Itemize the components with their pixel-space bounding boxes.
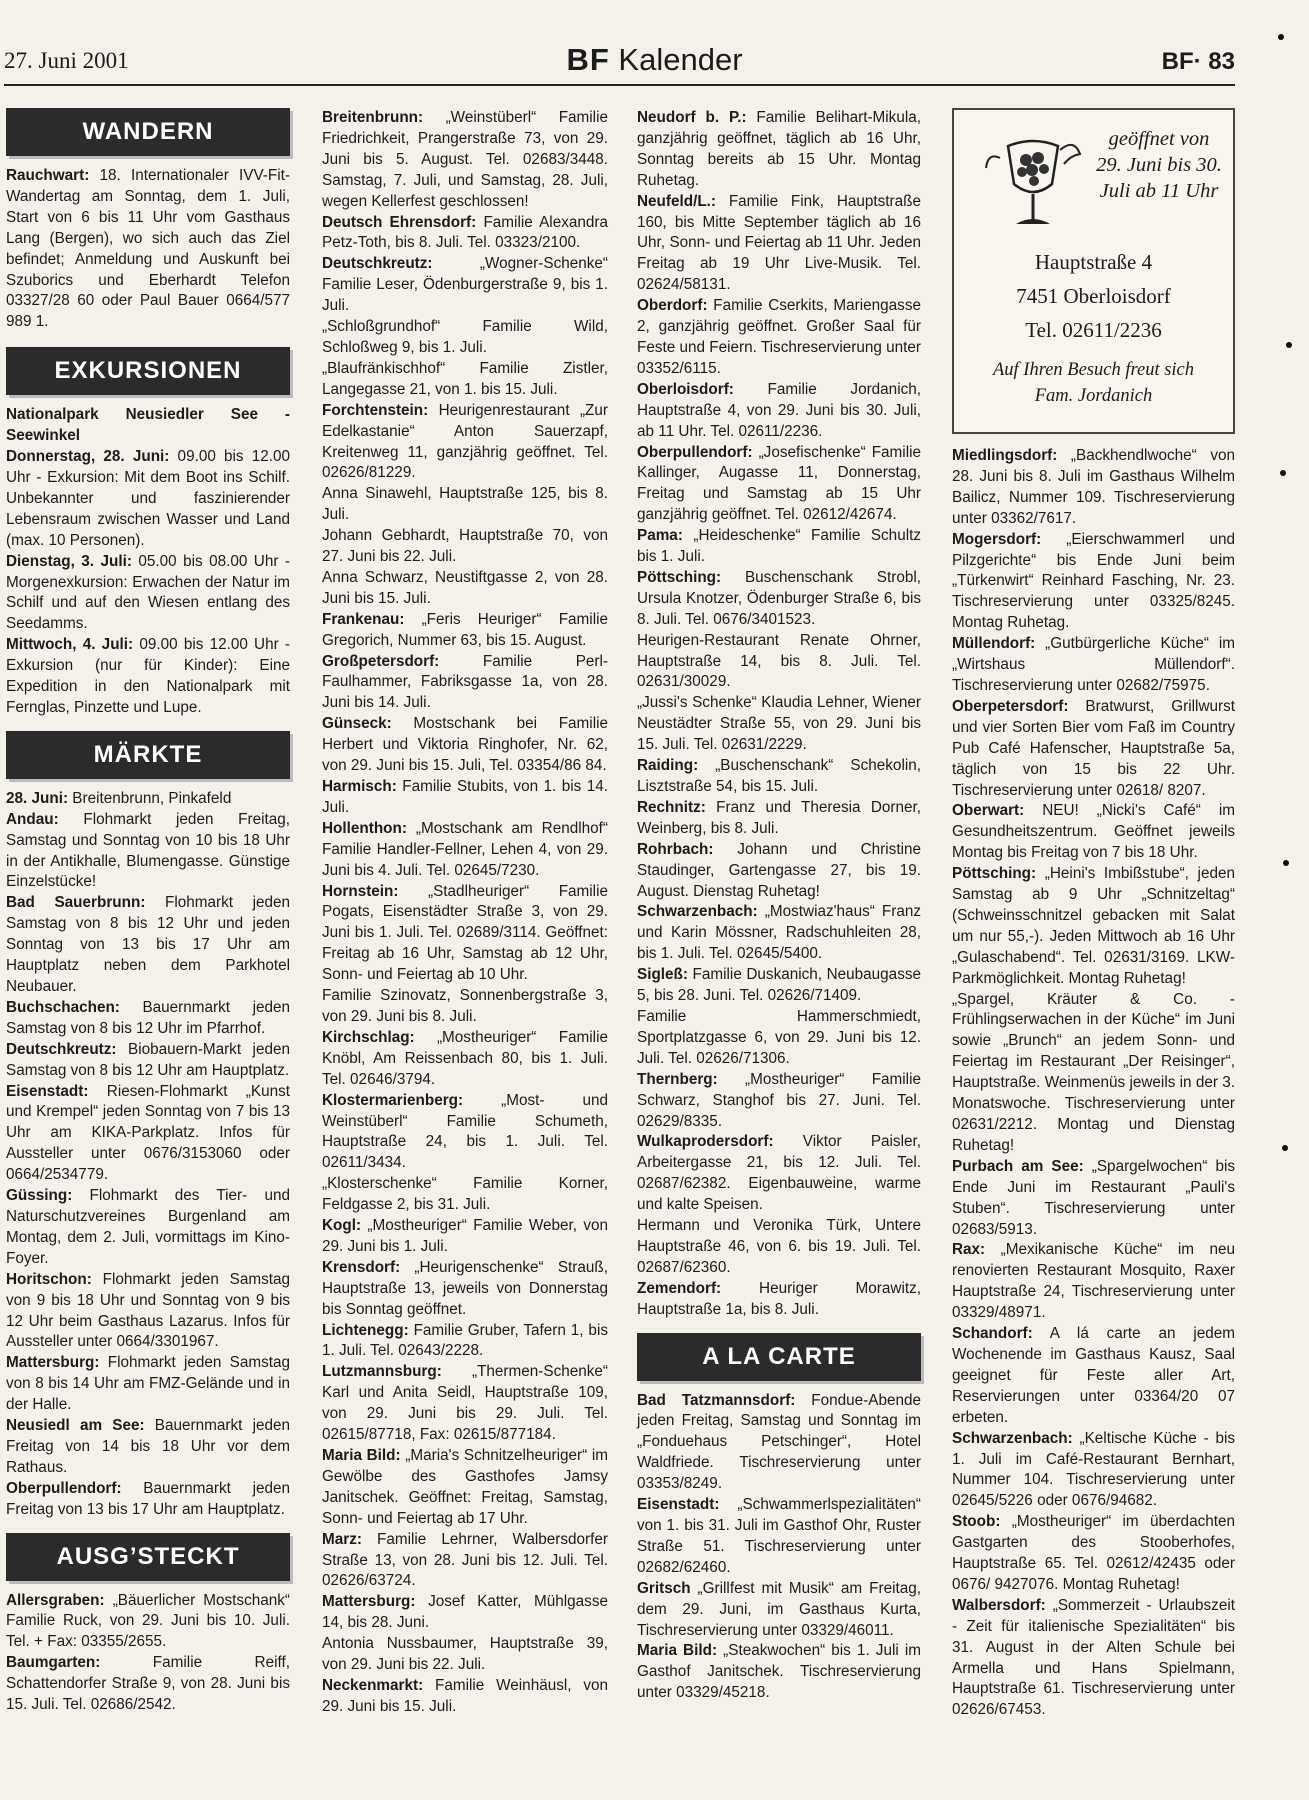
list-item: [952, 1157, 1235, 1241]
entry-text: Familie Alexandra Petz-Toth, bis 8. Juli. Tel. 03323/2100.: [322, 213, 608, 252]
list-item: [952, 1429, 1235, 1513]
list-item: [322, 1676, 608, 1718]
entry-text: „Sommerzeit - Urlaubszeit - Zeit für italienische Spezialitäten“ bis 31. August in der Alten Schule bei Armella und Hans Spielmann, Hauptstraße 61. Tischreservierung unter 02626/67453.: [952, 1596, 1235, 1719]
entry-place: Kirchschlag:: [322, 1028, 415, 1046]
entry-place: 28. Juni:: [6, 789, 69, 807]
entry-text: A lá carte an jedem Wochenende im Gasthaus Kausz, Saal geeignet für Feste aller Art, Reservierungen unter 03364/20 07 erbeten.: [952, 1325, 1235, 1426]
list-item: [322, 1634, 608, 1676]
entry-place: Oberwart:: [952, 802, 1025, 820]
list-item: [322, 317, 608, 359]
entry-place: Schwarzenbach:: [637, 903, 758, 921]
list-item: [6, 447, 290, 552]
list-exkursionen: [6, 405, 290, 719]
entry-text: Familie Hammerschmiedt, Sportplatzgasse 6, von 29. Juni bis 12. Juli. Tel. 02626/71306.: [637, 1007, 921, 1067]
list-item: [6, 635, 290, 719]
list-item: [637, 1007, 921, 1070]
entry-text: „Mexikanische Küche“ im neu renovierten Restaurant Mosquito, Raxer Hauptstraße 24, Tischreservierung unter 03329/48971.: [952, 1241, 1235, 1322]
list-item: [637, 526, 921, 568]
list-item: [637, 568, 921, 631]
list-item: [322, 714, 608, 777]
entry-text: Josef Katter, Mühlgasse 14, bis 28. Juni.: [322, 1593, 608, 1632]
list-item: [952, 1596, 1235, 1721]
list-item: [322, 484, 608, 526]
list-item: [322, 1592, 608, 1634]
list-item: [6, 166, 290, 333]
wine-glass-grapes-icon: [978, 128, 1088, 238]
entry-place: Breitenbrunn:: [322, 109, 424, 126]
entry-text: Flohmarkt jeden Samstag von 8 bis 14 Uhr am FMZ-Gelände und in der Halle.: [6, 1354, 290, 1414]
entry-text: Familie Cserkits, Mariengasse 2, ganzjährig geöffnet. Großer Saal für Feste und Feiern. Tischreservierung unter 03352/6115.: [637, 297, 921, 377]
entry-place: Eisenstadt:: [637, 1496, 720, 1514]
entry-text: „Wogner-Schenke“ Familie Leser, Ödenburgerstraße 9, bis 1. Juli.: [322, 255, 608, 315]
header-title-bf: BF: [566, 42, 610, 77]
list-alacarte-3: [637, 1391, 921, 1705]
entry-place: Oberloisdorf:: [637, 380, 734, 398]
list-item: [952, 864, 1235, 989]
margin-speck: [1283, 860, 1289, 866]
list-item: [322, 1174, 608, 1216]
column-4: [952, 108, 1235, 1721]
entry-text: Bauernmarkt jeden Freitag von 14 bis 18 Uhr vor dem Rathaus.: [6, 1417, 290, 1476]
entry-text: Biobauern-Markt jeden Samstag von 8 bis 12 Uhr am Hauptplatz.: [6, 1040, 290, 1079]
entry-text: „Jussi's Schenke“ Klaudia Lehner, Wiener Neustädter Straße 55, von 29. Juni bis 15. Juli. Tel. 02631/2229.: [637, 694, 921, 754]
header-rule: [4, 84, 1235, 86]
entry-text: Franz und Theresia Dorner, Weinberg, bis 8. Juli.: [637, 798, 921, 837]
entry-text: „Spargelwochen“ bis Ende Juni im Restaurant „Pauli's Stuben“. Tischreservierung unter 02683/5913.: [952, 1157, 1235, 1238]
section-banner-ausgsteckt: AUSG’STECKT: [6, 1533, 290, 1581]
entry-place: Thernberg:: [637, 1070, 718, 1088]
list-item: [637, 798, 921, 840]
entry-text: Bratwurst, Grillwurst und vier Sorten Bier vom Faß im Country Pub Café Hafenscher, Hauptstraße 5a, täglich von 15 bis 22 Uhr. Tischreservierung unter 02618/ 8207.: [952, 697, 1235, 799]
entry-text: „Feris Heuriger“ Familie Gregorich, Nummer 63, bis 15. August.: [322, 610, 608, 649]
entry-text: Flohmarkt des Tier- und Naturschutzvereines Burgenland am Montag, dem 2. Juli, vormittags im Kino-Foyer.: [6, 1187, 290, 1267]
entry-place: Neusiedl am See:: [6, 1417, 145, 1435]
entry-text: „Mostwiaz'haus“ Franz und Karin Mössner, Radschuhleiten 28, bis 1. Juli. Tel. 02645/5400.: [637, 903, 921, 963]
entry-text: „Schloßgrundhof“ Familie Wild, Schloßweg 9, bis 1. Juli.: [322, 318, 608, 356]
column-2: [322, 108, 608, 1718]
entry-place: Lutzmannsburg:: [322, 1363, 442, 1381]
entry-text: „Grillfest mit Musik“ am Freitag, dem 29. Juni, im Gasthaus Kurta, Tischreservierung unter 03329/46011.: [637, 1579, 921, 1639]
entry-text: NEU! „Nicki's Café“ im Gesundheitszentrum. Geöffnet jeweils Montag bis Freitag von 7 bis 18 Uhr.: [952, 802, 1235, 862]
list-item: [322, 526, 608, 568]
entry-place: Oberpetersdorf:: [952, 697, 1069, 715]
entry-place: Schwarzenbach:: [952, 1429, 1073, 1447]
list-item: [6, 1416, 290, 1479]
entry-place: Sigleß:: [637, 966, 688, 984]
entry-text: Heuriger Morawitz, Hauptstraße 1a, bis 8. Juli.: [637, 1279, 921, 1318]
entry-place: Schandorf:: [952, 1325, 1033, 1343]
ad-street: Hauptstraße 4: [1034, 250, 1153, 274]
entry-text: Familie Szinovatz, Sonnenbergstraße 3, von 29. Juni bis 8. Juli.: [322, 987, 608, 1025]
entry-place: Hollenthon:: [322, 819, 407, 837]
entry-text: 09.00 bis 12.00 Uhr - Exkursion: Mit dem Boot ins Schilf. Unbekannter und faszinierender Lebensraum zwischen Wasser und Land (max. 10 Personen).: [6, 448, 291, 549]
list-item: [637, 1279, 921, 1321]
entry-text: Anna Schwarz, Neustiftgasse 2, von 28. Juni bis 15. Juli.: [322, 568, 608, 607]
entry-text: Familie Fink, Hauptstraße 160, bis Mitte September täglich ab 16 Uhr, Sonn- und Feiertag ab 11 Uhr. Jeden Freitag ab 19 Uhr Live-Musik. Tel. 02624/58131.: [637, 192, 921, 294]
list-item: [637, 1216, 921, 1279]
list-item: [6, 405, 290, 447]
list-item: [322, 777, 608, 819]
list-ausgsteckt-2: [322, 108, 608, 1718]
list-item: [322, 986, 608, 1028]
list-item: [6, 810, 290, 894]
entry-place: Walbersdorf:: [952, 1596, 1046, 1614]
entry-text: „Keltische Küche - bis 1. Juli im Café-Restaurant Bernhart, Nummer 104. Tischreservierung unter 02645/5226 oder 0676/94682.: [952, 1429, 1235, 1510]
header-title-kalender: Kalender: [618, 42, 743, 77]
list-item: [637, 1641, 921, 1704]
column-1: [6, 108, 290, 1716]
entry-text: „Stadlheuriger“ Familie Pogats, Eisenstädter Straße 3, von 29. Juni bis 1. Juli. Tel. 02689/3114. Geöffnet: Freitag ab 16 Uhr, Samstag ab 12 Uhr, Sonn- und Feiertag ab 10 Uhr.: [322, 882, 608, 984]
entry-text: „Mostheuriger“ Familie Weber, von 29. Juni bis 1. Juli.: [322, 1217, 608, 1255]
entry-text: Heurigen-Restaurant Renate Ohrner, Hauptstraße 14, bis 8. Juli. Tel. 02631/30029.: [637, 631, 921, 691]
entry-place: Eisenstadt:: [6, 1082, 89, 1100]
entry-place: Donnerstag, 28. Juni:: [6, 448, 170, 466]
entry-text: Fondue-Abende jeden Freitag, Samstag und Sonntag im „Fonduehaus Petschinger“, Hotel Waldfriede. Tischreservierung unter 03353/8249.: [637, 1391, 921, 1493]
entry-place: Oberdorf:: [637, 297, 708, 315]
list-item: [952, 446, 1235, 530]
list-item: [637, 380, 921, 443]
entry-text: „Mostheuriger“ Familie Schwarz, Stanghof bis 27. Juni. Tel. 02629/8335.: [637, 1070, 921, 1130]
list-item: [637, 108, 921, 192]
list-item: [637, 1132, 921, 1216]
entry-place: Harmisch:: [322, 778, 397, 795]
list-item: [637, 192, 921, 297]
entry-text: Bauernmarkt jeden Freitag von 13 bis 17 Uhr am Hauptplatz.: [6, 1479, 290, 1518]
list-item: [6, 1270, 290, 1354]
entry-text: „Eierschwammerl und Pilzgerichte“ bis Ende Juni beim „Türkenwirt“ Reinhard Fasching, Nr. 23. Tischreservierung unter 03325/8245. Montag Ruhetag.: [952, 530, 1235, 632]
entry-place: Zemendorf:: [637, 1279, 722, 1297]
list-item: [322, 213, 608, 255]
entry-text: Familie Jordanich, Hauptstraße 4, von 29. Juni bis 30. Juli, ab 11 Uhr. Tel. 02611/2236.: [637, 380, 921, 440]
entry-text: Flohmarkt jeden Freitag, Samstag und Sonntag von 10 bis 18 Uhr in der Antikhalle, Blumengasse. Günstige Einzelstücke!: [6, 810, 290, 891]
entry-text: Flohmarkt jeden Samstag von 8 bis 12 Uhr und jeden Sonntag von 13 bis 17 Uhr am Hauptplatz neben dem Parkhotel Neubauer.: [6, 894, 290, 995]
section-banner-exkursionen: EXKURSIONEN: [6, 347, 290, 395]
list-item: [637, 965, 921, 1007]
entry-place: Kogl:: [322, 1217, 362, 1235]
ad-city: 7451 Oberloisdorf: [1016, 284, 1171, 308]
section-banner-wandern: WANDERN: [6, 108, 290, 156]
entry-text: „Blaufränkischhof“ Familie Zistler, Langegasse 21, von 1. bis 15. Juli.: [322, 359, 608, 398]
entry-text: Familie Weinhäusl, von 29. Juni bis 15. Juli.: [322, 1676, 608, 1715]
entry-place: Baumgarten:: [6, 1654, 101, 1672]
entry-text: „Most- und Weinstüberl“ Familie Schumeth, Hauptstraße 24, bis 1. Juli. Tel. 02611/3434.: [322, 1091, 608, 1172]
entry-place: Deutschkreutz:: [6, 1040, 117, 1058]
entry-place: Mittwoch, 4. Juli:: [6, 636, 134, 654]
entry-text: „Klosterschenke“ Familie Korner, Feldgasse 2, bis 31. Juli.: [322, 1175, 608, 1214]
entry-text: Riesen-Flohmarkt „Kunst und Krempel“ jeden Sonntag von 7 bis 13 Uhr am KIKA-Parkplatz. Infos für Aussteller unter 0676/3153060 oder 0664/2534779.: [6, 1082, 290, 1184]
entry-text: „Maria's Schnitzelheuriger“ im Gewölbe des Gasthofes Jamsy Janitschek. Geöffnet: Freitag, Samstag, Sonn- und Feiertag ab 17 Uhr.: [322, 1447, 608, 1527]
entry-place: Frankenau:: [322, 610, 405, 628]
list-item: [6, 789, 290, 810]
entry-text: „Josefischenke“ Familie Kallinger, Augasse 11, Donnerstag, Freitag und Samstag ab 15 Uhr ganzjährig geöffnet. Tel. 02612/42674.: [637, 443, 921, 524]
section-banner-maerkte: MÄRKTE: [6, 731, 290, 779]
entry-text: Familie Duskanich, Neubaugasse 5, bis 28. Juni. Tel. 02626/71409.: [637, 966, 921, 1005]
list-maerkte: [6, 789, 290, 1521]
ad-family-name: Fam. Jordanich: [1034, 386, 1153, 406]
list-item: [322, 1216, 608, 1258]
entry-place: Pöttsching:: [952, 865, 1037, 883]
list-item: [952, 801, 1235, 864]
entry-text: 05.00 bis 08.00 Uhr - Morgenexkursion: Erwachen der Natur im Schilf und auf den Wiesen entlang des Seedamms.: [6, 552, 290, 633]
entry-place: Horitschon:: [6, 1270, 92, 1288]
entry-text: „Schwammerlspezialitäten“ von 1. bis 31. Juli im Gasthof Ohr, Ruster Straße 51. Tischreservierung unter 02682/62460.: [637, 1496, 921, 1576]
entry-text: Johann und Christine Staudinger, Gartengasse 27, bis 19. August. Dienstag Ruhetag!: [637, 840, 921, 900]
list-item: [322, 819, 608, 882]
list-item: [952, 990, 1235, 1157]
entry-text: „Buschenschank“ Schekolin, Lisztstraße 54, bis 15. Juli.: [637, 757, 921, 795]
list-item: [6, 1479, 290, 1521]
entry-text: „Heideschenke“ Familie Schultz bis 1. Juli.: [637, 527, 921, 566]
list-item: [322, 1321, 608, 1363]
entry-place: Deutsch Ehrensdorf:: [322, 213, 477, 231]
entry-place: Pöttsching:: [637, 568, 722, 586]
list-item: [6, 552, 290, 636]
list-item: [637, 902, 921, 965]
entry-place: Rohrbach:: [637, 840, 714, 858]
list-item: [637, 443, 921, 527]
entry-text: „Weinstüberl“ Familie Friedrichkeit, Prangerstraße 73, von 29. Juni bis 5. August. Tel. 02683/3448. Samstag, 7. Juli, und Samstag, 28. Juli, wegen Kellerfest geschlossen!: [322, 109, 608, 210]
header-title: [0, 42, 1309, 78]
entry-place: Maria Bild:: [637, 1642, 718, 1660]
entry-text: Anna Sinawehl, Hauptstraße 125, bis 8. Juli.: [322, 485, 608, 524]
entry-place: Neckenmarkt:: [322, 1676, 424, 1694]
list-item: [952, 1512, 1235, 1596]
entry-text: Familie Gruber, Tafern 1, bis 1. Juli. Tel. 02643/2228.: [322, 1321, 608, 1360]
entry-place: Gritsch: [637, 1579, 691, 1597]
entry-text: „Mostschank am Rendlhof“ Familie Handler-Fellner, Lehen 4, von 29. Juni bis 4. Juli. Tel. 02645/7230.: [322, 819, 608, 879]
list-item: [322, 1091, 608, 1175]
entry-place: Rax:: [952, 1241, 986, 1259]
entry-text: „Thermen-Schenke“ Karl und Anita Seidl, Hauptstraße 109, von 29. Juni bis 29. Juli. Tel. 02615/87718, Fax: 02615/877184.: [322, 1363, 608, 1444]
list-item: [952, 697, 1235, 802]
entry-place: Stoob:: [952, 1513, 1001, 1531]
entry-place: Hornstein:: [322, 882, 399, 900]
entry-text: „Heurigenschenke“ Strauß, Hauptstraße 13, jeweils von Donnerstag bis Sonntag geöffnet.: [322, 1258, 608, 1318]
entry-place: Rauchwart:: [6, 167, 90, 184]
list-item: [322, 1028, 608, 1091]
list-item: [322, 1446, 608, 1530]
entry-text: Viktor Paisler, Arbeitergasse 21, bis 12. Juli. Tel. 02687/62382. Eigenbauweine, warme und kalte Speisen.: [637, 1133, 921, 1214]
list-item: [952, 1240, 1235, 1324]
entry-text: Johann Gebhardt, Hauptstraße 70, von 27. Juni bis 22. Juli.: [322, 527, 608, 566]
list-item: [6, 1353, 290, 1416]
entry-place: Miedlingsdorf:: [952, 447, 1058, 464]
entry-place: Nationalpark Neusiedler See - Seewinkel: [6, 406, 290, 445]
margin-speck: [1282, 1145, 1288, 1151]
entry-text: Familie Reiff, Schattendorfer Straße 9, von 28. Juni bis 15. Juli. Tel. 02686/2542.: [6, 1654, 290, 1714]
list-item: [952, 530, 1235, 635]
entry-text: 18. Internationaler IVV-Fit-Wandertag am Sonntag, dem 1. Juli, Start von 6 bis 11 Uhr vom Gasthaus Lang (Bergen), wo sich auch das Ziel befindet; Anmeldung und Auskunft bei Szuborics und Eberhardt Telefon 03327/28 60 oder Paul Bauer 0664/577 989 1.: [6, 167, 290, 331]
list-item: [6, 1653, 290, 1716]
margin-speck: [1278, 34, 1284, 40]
list-item: [6, 1591, 290, 1654]
entry-place: Bad Sauerbrunn:: [6, 894, 146, 912]
entry-text: „Backhendlwoche“ von 28. Juni bis 8. Juli im Gasthaus Wilhelm Bailicz, Nummer 109. Tischreservierung unter 03362/7617.: [952, 447, 1235, 527]
list-item: [322, 882, 608, 987]
list-item: [637, 1579, 921, 1642]
list-alacarte-4: [952, 446, 1235, 1721]
list-item: [6, 998, 290, 1040]
list-item: [637, 1391, 921, 1496]
entry-text: Buschenschank Strobl, Ursula Knotzer, Ödenburger Straße 6, bis 8. Juli. Tel. 0676/3401523.: [637, 568, 921, 628]
list-item: [637, 840, 921, 903]
entry-text: „Bäuerlicher Mostschank“ Familie Ruck, von 29. Juni bis 10. Juli. Tel. + Fax: 03355/2655.: [6, 1591, 290, 1651]
entry-text: „Mostheuriger“ Familie Knöbl, Am Reissenbach 80, bis 1. Juli. Tel. 02646/3794.: [322, 1028, 608, 1088]
ad-telephone: Tel. 02611/2236: [1025, 318, 1162, 342]
header-date: 27. Juni 2001: [4, 48, 129, 73]
entry-text: Flohmarkt jeden Samstag von 9 bis 18 Uhr und Sonntag von 9 bis 12 Uhr beim Gasthaus Lazarus. Infos für Aussteller unter 0664/3301967.: [6, 1270, 290, 1351]
advertisement-jordanich: [952, 108, 1235, 434]
margin-speck: [1286, 342, 1292, 348]
entry-place: Günseck:: [322, 715, 392, 733]
list-item: [322, 1530, 608, 1593]
entry-text: Bauernmarkt jeden Samstag von 8 bis 12 Uhr im Pfarrhof.: [6, 998, 290, 1037]
list-item: [322, 610, 608, 652]
entry-text: Familie Stubits, von 1. bis 14. Juli.: [322, 778, 608, 816]
entry-place: Deutschkreutz:: [322, 255, 433, 273]
entry-text: „Steakwochen“ bis 1. Juli im Gasthof Janitschek. Tischreservierung unter 03329/45218.: [637, 1642, 921, 1702]
entry-place: Andau:: [6, 810, 59, 828]
entry-text: Familie Lehrner, Walbersdorfer Straße 13, von 28. Juni bis 12. Juli. Tel. 02626/63724.: [322, 1530, 608, 1590]
entry-place: Lichtenegg:: [322, 1321, 409, 1339]
list-item: [637, 693, 921, 756]
entry-place: Maria Bild:: [322, 1447, 401, 1464]
entry-place: Oberpullendorf:: [6, 1479, 122, 1497]
entry-text: Antonia Nussbaumer, Hauptstraße 39, von 29. Juni bis 22. Juli.: [322, 1635, 608, 1674]
list-item: [952, 1324, 1235, 1429]
list-item: [322, 401, 608, 485]
entry-text: 09.00 bis 12.00 Uhr - Exkursion (nur für Kinder): Eine Expedition in den Nationalpark mit Fernglas, Pinzette und Lupe.: [6, 636, 291, 716]
margin-speck: [1280, 470, 1286, 476]
entry-place: Neudorf b. P.:: [637, 109, 747, 126]
entry-place: Wulkaprodersdorf:: [637, 1133, 774, 1151]
list-item: [637, 756, 921, 798]
entry-text: „Mostheuriger“ im überdachten Gastgarten des Stooberhofes, Hauptstraße 65. Tel. 02612/42435 oder 0676/ 9427076. Montag Ruhetag!: [952, 1513, 1235, 1593]
entry-place: Mogersdorf:: [952, 530, 1042, 548]
list-item: [6, 893, 290, 998]
entry-text: Mostschank bei Familie Herbert und Viktoria Ringhofer, Nr. 62, von 29. Juni bis 15. Juli, Tel. 03354/86 84.: [322, 715, 608, 775]
list-item: [322, 254, 608, 317]
entry-place: Müllendorf:: [952, 635, 1036, 653]
list-item: [322, 568, 608, 610]
list-ausgsteckt-3: [637, 108, 921, 1321]
list-item: [637, 1070, 921, 1133]
entry-text: Familie Perl-Faulhammer, Fabriksgasse 1a, von 28. Juni bis 14. Juli.: [322, 652, 608, 712]
entry-place: Krensdorf:: [322, 1258, 401, 1276]
ad-opening-hours: geöffnet von 29. Juni bis 30. Juli ab 11 Uhr: [1096, 128, 1222, 202]
list-item: [6, 1082, 290, 1187]
entry-place: Pama:: [637, 527, 683, 545]
section-banner-alacarte: A LA CARTE: [637, 1333, 921, 1381]
ad-greeting: Auf Ihren Besuch freut sich: [992, 360, 1195, 380]
list-item: [322, 108, 608, 213]
list-item: [322, 1362, 608, 1446]
list-wandern: [6, 166, 290, 333]
list-item: [637, 296, 921, 380]
entry-place: Bad Tatzmannsdorf:: [637, 1391, 796, 1409]
list-item: [322, 359, 608, 401]
list-ausgsteckt-1: [6, 1591, 290, 1716]
entry-place: Dienstag, 3. Juli:: [6, 552, 132, 570]
entry-place: Forchtenstein:: [322, 401, 429, 419]
entry-place: Neufeld/L.:: [637, 192, 717, 210]
list-item: [952, 634, 1235, 697]
entry-text: „Spargel, Kräuter & Co. - Frühlingserwachen in der Küche“ im Juni sowie „Brunch“ an jedem Sonn- und Feiertag im Restaurant „Der Reisinger“, Hauptstraße. Weinmenüs jeweils in der 3. Monatswoche. Tischreservierung unter 02631/2212. Montag und Dienstag Ruhetag!: [952, 990, 1235, 1154]
entry-text: Breitenbrunn, Pinkafeld: [68, 789, 232, 807]
entry-place: Güssing:: [6, 1187, 73, 1205]
entry-place: Mattersburg:: [322, 1593, 416, 1611]
entry-place: Purbach am See:: [952, 1157, 1084, 1175]
list-item: [322, 652, 608, 715]
column-3: [637, 108, 921, 1704]
entry-text: Heurigenrestaurant „Zur Edelkastanie“ Anton Sauerzapf, Kreitenweg 11, ganzjährig geöffnet. Tel. 02626/81229.: [322, 401, 608, 482]
entry-place: Allersgraben:: [6, 1591, 105, 1609]
entry-place: Buchschachen:: [6, 998, 120, 1016]
list-item: [6, 1040, 290, 1082]
entry-place: Mattersburg:: [6, 1354, 100, 1372]
entry-text: „Heini's Imbißstube“, jeden Samstag ab 9 Uhr „Schnitzeltag“ (Schweinsschnitzel gebacken mit Salat um nur 55,-). Jeden Mittwoch ab 16 Uhr „Gulaschabend“. Tel. 02631/3169. LKW-Parkmöglichkeit. Montag Ruhetag!: [952, 865, 1235, 987]
entry-place: Großpetersdorf:: [322, 652, 440, 670]
header-page-number: BF· 83: [1161, 48, 1235, 75]
entry-place: Klostermarienberg:: [322, 1091, 464, 1109]
entry-text: Familie Belihart-Mikula, ganzjährig geöffnet, täglich ab 16 Uhr, Sonntag bereits ab 15 Uhr. Montag Ruhetag.: [637, 109, 921, 189]
entry-place: Rechnitz:: [637, 798, 706, 816]
entry-place: Oberpullendorf:: [637, 443, 753, 461]
list-item: [637, 1495, 921, 1579]
entry-text: Hermann und Veronika Türk, Untere Hauptstraße 46, von 6. bis 19. Juli. Tel. 02687/62360.: [637, 1217, 921, 1276]
entry-place: Marz:: [322, 1530, 362, 1548]
entry-text: „Gutbürgerliche Küche“ im „Wirtshaus Müllendorf“. Tischreservierung unter 02682/75975.: [952, 635, 1235, 694]
entry-place: Raiding:: [637, 757, 699, 775]
list-item: [322, 1258, 608, 1321]
list-item: [637, 631, 921, 694]
list-item: [6, 1186, 290, 1270]
